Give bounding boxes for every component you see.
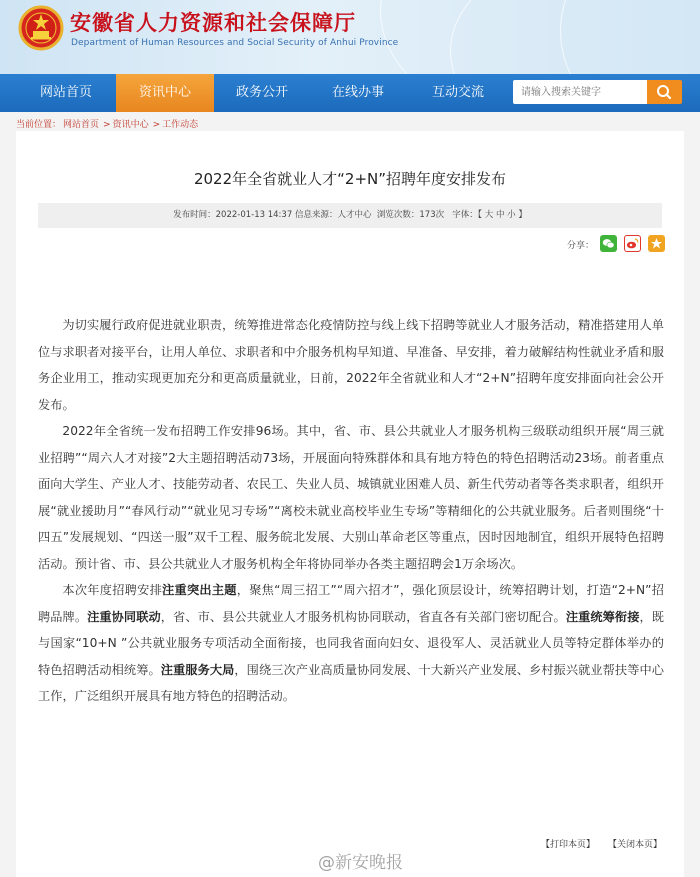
- paragraph-text: 本次年度招聘安排: [62, 583, 163, 597]
- paragraph-text: ，聚焦“周三招工”“周六招才”，强化顶层设计，统筹招聘计划，打造“2+N”招聘品牌。: [38, 583, 664, 624]
- search-icon: [647, 80, 682, 104]
- publish-time: 2022-01-13 14:37: [215, 210, 293, 220]
- site-title: 安徽省人力资源和社会保障厅: [70, 11, 356, 35]
- wechat-icon: [600, 235, 617, 252]
- breadcrumb-prefix: 当前位置：: [16, 120, 62, 130]
- breadcrumb-separator: >: [103, 120, 111, 130]
- paragraph-highlight: 注重统筹衔接: [565, 609, 640, 624]
- share-wechat-button[interactable]: [600, 235, 617, 252]
- close-page-link[interactable]: 【关闭本页】: [608, 840, 663, 850]
- bracket-close: 】: [518, 210, 527, 220]
- views-label: 浏览次数：: [376, 210, 420, 220]
- print-page-link-wrap: [541, 837, 595, 850]
- share-favorite-button[interactable]: [648, 235, 665, 252]
- share-label: 分享：: [567, 241, 595, 251]
- nav-item-interaction[interactable]: 互动交流: [431, 85, 484, 100]
- nav-item-home[interactable]: 网站首页: [39, 85, 92, 100]
- font-size-large[interactable]: 大: [484, 210, 494, 220]
- font-size-small[interactable]: 小: [507, 210, 516, 220]
- article-paragraph-2: 2022年全省统一发布招聘工作安排96场。其中，省、市、县公共就业人才服务机构三级联动组织开展“周三就业招聘”“周六人才对接”2大主题招聘活动73场，开展面向特殊群体和具有地方特色的特色招聘活动23场。前者重点面向大学生、产业人才、技能劳动者、农民工、失业人员、城镇就业困难人员、新生代劳动者等各类求职者，组织开展“就业援助月”“春风行动”“就业见习专场”“离校未就业高校毕业生专场”等精细化的公共就业服务。后者则围绕“十四五”发展规划、“四送一服”双千工程、服务皖北发展、大别山革命老区等重点，因时因地制宜，组织开展特色招聘活动。预计省、市、县公共就业人才服务机构全年将协同举办各类主题招聘会1万余场次。: [38, 424, 664, 571]
- article-meta: [38, 203, 662, 228]
- nav-item-gov-info[interactable]: 政务公开: [235, 85, 288, 100]
- font-size-medium[interactable]: 中: [495, 210, 505, 220]
- paragraph-highlight: 注重协同联动: [87, 609, 161, 624]
- font-size-label: 字体：: [452, 210, 478, 220]
- source-label: 信息来源：: [294, 210, 338, 220]
- breadcrumb-item-home[interactable]: 网站首页: [63, 120, 100, 130]
- header-decoration: [560, 0, 700, 74]
- site-header: [0, 0, 700, 74]
- search-input[interactable]: [513, 80, 647, 104]
- star-icon: [648, 235, 665, 252]
- weibo-icon: [625, 236, 640, 251]
- search-button[interactable]: [647, 80, 682, 104]
- breadcrumb-item-work-news[interactable]: 工作动态: [162, 120, 199, 130]
- nav-item-online-service[interactable]: 在线办事: [331, 85, 384, 100]
- article-paragraph-3: [38, 577, 664, 710]
- site-subtitle: Department of Human Resources and Social Security of Anhui Province: [71, 38, 399, 48]
- paragraph-text: ，省、市、县公共就业人才服务机构协同联动，省直各有关部门密切配合。: [160, 609, 566, 624]
- article-body: [38, 312, 664, 710]
- paragraph-highlight: 注重服务大局: [160, 662, 235, 677]
- print-page-link[interactable]: 【打印本页】: [541, 840, 596, 850]
- source-value: 人才中心: [337, 210, 372, 220]
- article-paragraph-1: 为切实履行政府促进就业职责，统筹推进常态化疫情防控与线上线下招聘等就业人才服务活动，精准搭建用人单位与求职者对接平台，让用人单位、求职者和中介服务机构早知道、早准备、早安排，着力破解结构性就业矛盾和服务企业用工，推动实现更加充分和更高质量就业，日前，2022年全省就业和人才“2+N”招聘年度安排面向社会公开发布。: [38, 318, 664, 412]
- national-emblem-icon: [18, 5, 64, 51]
- paragraph-text: ，围绕三次产业高质量协同发展、十大新兴产业发展、乡村振兴就业帮扶等中心工作，广泛组织开展具有地方特色的招聘活动。: [38, 662, 664, 703]
- article-container: [16, 131, 684, 877]
- breadcrumb-item-news[interactable]: 资讯中心: [112, 120, 149, 130]
- publish-label: 发布时间：: [173, 210, 216, 220]
- breadcrumb-separator: >: [152, 120, 161, 130]
- bracket-open: 【: [477, 210, 483, 220]
- nav-item-news[interactable]: 资讯中心: [116, 74, 214, 112]
- paragraph-text: ，既与国家“10+N ”公共就业服务专项活动全面衔接，也同我省面向妇女、退役军人、灵活就业人员等特定群体举办的特色招聘活动相统筹。: [38, 609, 664, 677]
- close-page-link-wrap: [608, 837, 662, 850]
- paragraph-highlight: 注重突出主题: [162, 583, 237, 597]
- breadcrumb: [16, 117, 200, 130]
- share-weibo-button[interactable]: [624, 235, 641, 252]
- source-watermark: @新安晚报: [318, 853, 403, 873]
- article-title: 2022年全省就业人才“2+N”招聘年度安排发布: [193, 170, 507, 188]
- views-count: 173次: [419, 210, 445, 220]
